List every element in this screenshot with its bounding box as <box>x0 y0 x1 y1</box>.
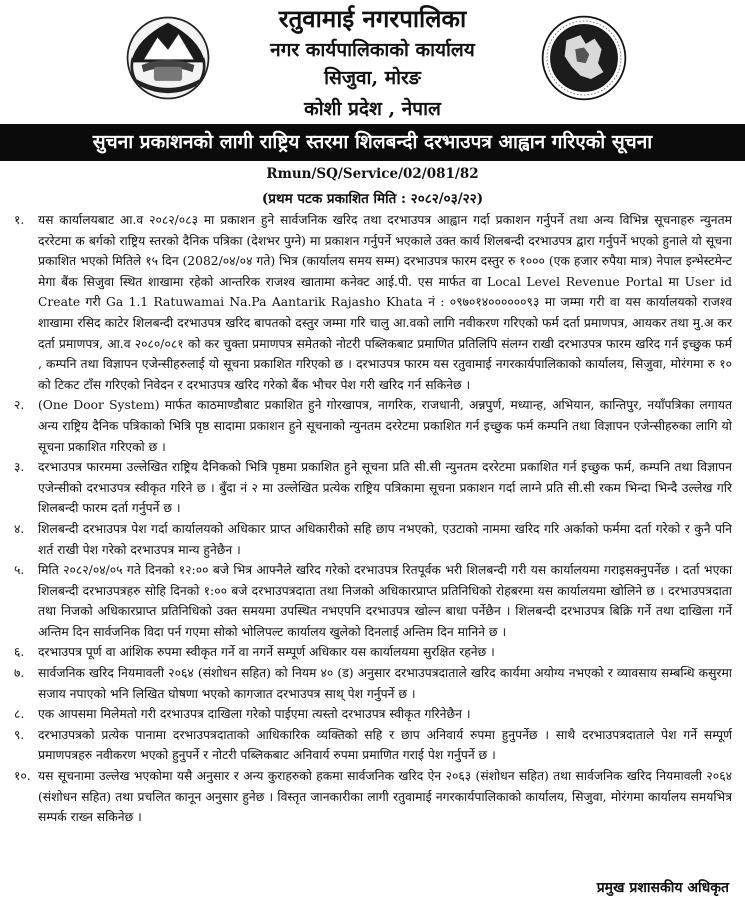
clause-number: २. <box>14 398 25 413</box>
clause-item <box>14 519 732 560</box>
notice-title-banner: सुचना प्रकाशनको लागी राष्ट्रिय स्तरमा शिलबन्दी दरभाउपत्र आह्वान गरिएको सूचना <box>0 124 745 161</box>
office-name: रतुवामाई नगरपालिका <box>278 4 467 33</box>
clause-item <box>14 457 732 519</box>
clause-number: १. <box>14 213 25 227</box>
clause-number: ३. <box>14 460 25 475</box>
clause-item <box>14 560 732 642</box>
clause-text: मिति २०८२/०४/०५ गते दिनको १२:०० बजे भित्र आफ्नैले खरिद गरेको दरभाउपत्र रितपूर्वक भरी शिलबन्दी गरी यस कार्यालयमा गराइसक्नुपर्नेछ । दर्ता भएका शिलबन्दी दरभाउपत्रहरु सोहि दिनको १:०० बजे दरभाउपत्रदाता तथा निजको अधिकारप्राप्त प्रतिनिधिको रोहबरमा यस कार्यालयमा खोलिने छ । दरभाउपत्रदाता तथा निजको अधिकारप्राप्त प्रतिनिधिको उक्त समयमा उपस्थित नभएपनि दरभाउपत्र खोल्न बाधा पर्नेछैन । शिलबन्दी दरभाउपत्र बिक्रि गर्ने तथा दाखिला गर्ने अन्तिम दिन सार्वजनिक विदा पर्न गएमा सोको भोलिपल्ट कार्यालय खुलेको दिनलाई अन्तिम दिन मानिने छ । <box>38 563 732 639</box>
clause-number: ७. <box>14 666 25 681</box>
clause-text: (One Door System) मार्फत काठमाण्डौबाट प्रकाशित हुने गोरखापत्र, नागरिक, राजधानी, अन्नपुर्ण, मध्यान्ह, अभियान, कान्तिपुर, नयाँपत्रिका लगायत अन्य राष्ट्रिय दैनिक पत्रिकाको भित्रि पृष्ठ सादामा प्रकाशन हुने सूचनाको न्युनतम दररेटमा प्रकाशित गर्न इच्छुक फर्म कम्पनि तथा विज्ञापन एजेन्सीहरुका लागि यो सूचना प्रकाशित गरिएको छ । <box>38 398 732 454</box>
clause-number: ५. <box>14 563 25 578</box>
clause-item <box>14 210 732 395</box>
clause-text: दरभाउपत्र पूर्ण वा आंशिक रुपमा स्वीकृत गर्ने वा नगर्ने सम्पूर्ण अधिकार यस कार्यालयमा सुरक्षित रहनेछ । <box>38 645 495 660</box>
clause-number: ८. <box>14 707 25 722</box>
publish-date: (प्रथम पटक प्रकाशित मिति : २०८२/०३/२२) <box>261 191 484 207</box>
clause-number: १०. <box>14 769 31 784</box>
municipality-seal-icon <box>540 14 628 102</box>
clause-item <box>14 642 732 663</box>
clause-text: यस कार्यालयबाट आ.व २०८२/०८३ मा प्रकाशन हुने सार्वजनिक खरिद तथा दरभाउपत्र आह्वान गर्दा प्रकाशन गर्नुपर्ने तथा अन्य विभिन्न सूचनाहरु न्युनतम दररेटमा क बर्गको राष्ट्रिय स्तरको दैनिक पत्रिका (देशभर पुग्ने) मा प्रकाशन गर्नुपर्ने भएकाले उक्त कार्य शिलबन्दी दरभाउपत्र द्वारा गर्नुपर्ने भएको हुनाले यो सूचना प्रकाशित भएको मितिले १५ दिन (2082/०४/०४ गते) भित्र (कार्यालय समय सम्म) दरभाउपत्र फारम दस्तुर रु १००० (एक हजार रुपैया मात्र) नेपाल इन्भेस्टमेन्ट मेगा बैंक सिजुवा स्थित शाखामा रहेको आन्तरिक राजश्व खातामा कनेक्ट आई.पी. एस मार्फत वा Local Level Revenue Portal मा User id Create गरी Ga 1.1 Ratuwamai Na.Pa Aantarik Rajasho Khata नं : ०९७०१४००००००९३ मा जम्मा गरी वा यस कार्यालयको राजश्व शाखामा रसिद काटेर शिलबन्दी दरभाउपत्र खरिद बापतको दस्तुर जम्मा गरि चालु आ.वको लागि नवीकरण गरिएको फर्म दर्ता प्रमाणपत्र, आयकर तथा मु.अ कर दर्ता प्रमाणपत्र, आ.व २०८०/०८१ को कर चुक्ता प्रमाणपत्र समेतको नोटरी पब्लिकबाट प्रमाणित प्रतिलिपि संलग्न राखी दरभाउपत्र फारम खरिद गर्न इच्छुक फर्म , कम्पनि तथा विज्ञापन एजेन्सीहरुलाई यो सूचना प्रकाशित गरिएको छ । दरभाउपत्र फारम यस रतुवामाई नगरकार्यपालिकाको कार्यालय, सिजुवा, मोरंगमा रु १० को टिकट टाँस गरिएको निवेदन र दरभाउपत्र खरिद गरेको बैंक भौचर पेश गरी खरिद गर्न सकिनेछ । <box>38 213 732 392</box>
clause-text: दरभाउपत्रको प्रत्येक पानामा दरभाउपत्रदाताको आधिकारिक व्यक्तिको सहि र छाप अनिवार्य रुपमा हुनुपर्नेछ । साथै दरभाउपत्रदाताले पेश गर्ने सम्पूर्ण प्रमाणपत्रहरु नवीकरण भएको हुनुपर्ने र नोटरी पब्लिकबाट अनिवार्य रुपमा प्रमाणित गराई पेश गर्नुपर्ने छ । <box>38 727 732 763</box>
clause-text: एक आपसमा मिलेमतो गरी दरभाउपत्र दाखिला गरेको पाईएमा त्यस्तो दरभाउपत्र स्वीकृत गरिनेछैन । <box>38 707 471 722</box>
clause-item <box>14 725 732 766</box>
notice-clauses <box>14 210 732 828</box>
office-address: सिजुवा, मोरङ <box>324 67 421 89</box>
clause-number: ९. <box>14 727 25 742</box>
letterhead <box>0 0 745 124</box>
reference-number: Rmun/SQ/Service/02/081/82 <box>266 166 479 182</box>
clause-item <box>14 704 732 725</box>
office-subtitle: नगर कार्यपालिकाको कार्यालय <box>270 39 475 61</box>
clause-number: ४. <box>14 521 25 536</box>
clause-number: ६. <box>14 645 25 660</box>
clause-text: सार्वजनिक खरिद नियमावली २०६४ (संशोधन सहित) को नियम ४० (ड) अनुसार दरभाउपत्रदाताले खरिद कार्यमा अयोग्य नभएको र व्यावसाय सम्बन्धि कसुरमा सजाय नपाएको भनि लिखित घोषणा भएको कागजात दरभाउपत्र साथ् पेश गर्नुपर्ने छ । <box>38 666 732 701</box>
clause-text: दरभाउपत्र फारममा उल्लेखित राष्ट्रिय दैनिकको भित्रि पृष्ठमा प्रकाशित हुने सूचना प्रति सी.सी न्युनतम दररेटमा प्रकाशित गर्न इच्छुक फर्म, कम्पनि तथा विज्ञापन एजेन्सीको दरभाउपत्र स्वीकृत गरिने छ । बुँदा नं २ मा उल्लेखित प्रत्येक राष्ट्रिय पत्रिकामा सूचना प्रकाशन गर्दा लाग्ने प्रति सी.सी रकम भिन्दा भिन्दै उल्लेख गरि शिलबन्दी फारम दर्ता गर्नुपर्ने छ । <box>38 460 732 516</box>
clause-text: यस सूचनामा उल्लेख भएकोमा यसै अनुसार र अन्य कुराहरुको हकमा सार्वजनिक खरिद ऐन २०६३ (संशोधन सहित) तथा सार्वजनिक खरिद नियमावली २०६४ (संशोधन सहित) तथा प्रचलित कानून अनुसार हुनेछ । विस्तृत जानकारीका लागी रतुवामाई नगरकार्यपालिकाको कार्यालय, सिजुवा, मोरंगमा कार्यालय समयभित्र सम्पर्क राख्न सकिनेछ । <box>38 769 732 825</box>
clause-item <box>14 395 732 457</box>
clause-item <box>14 766 732 828</box>
clause-item <box>14 663 732 704</box>
office-province: कोशी प्रदेश , नेपाल <box>304 98 441 120</box>
clause-text: शिलबन्दी दरभाउपत्र पेश गर्दा कार्यालयको अधिकार प्राप्त अधिकारीको सहि छाप नभएको, एउटाको नाममा खरिद गरि अर्काको फर्ममा दर्ता गरेको र कुनै पनि शर्त राखी पेश गरेको दरभाउपत्र मान्य हुनेछैन । <box>38 521 732 557</box>
signatory-title: प्रमुख प्रशासकीय अधिकृत <box>596 880 729 896</box>
